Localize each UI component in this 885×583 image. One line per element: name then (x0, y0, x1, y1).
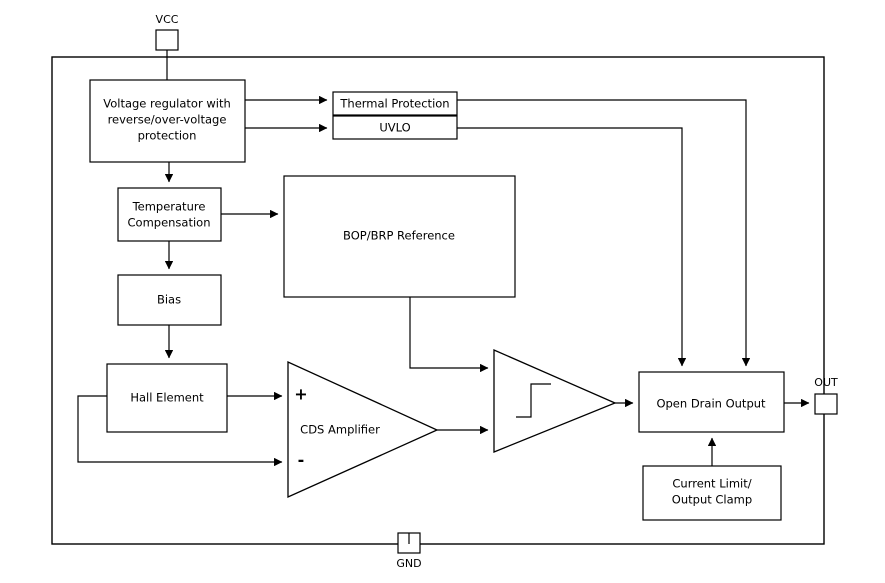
thermal-protection-label: Thermal Protection (340, 96, 450, 111)
cds-amplifier-label: CDS Amplifier (300, 422, 380, 437)
vcc-pad (156, 30, 178, 50)
temperature-compensation-label-line1: Temperature (132, 199, 206, 214)
cds-amplifier-positive-input-label: + (294, 384, 308, 404)
voltage-regulator-label-line3: protection (137, 128, 197, 143)
open-drain-output-label: Open Drain Output (656, 396, 766, 411)
uvlo-label: UVLO (379, 120, 411, 135)
voltage-regulator-label-line2: reverse/over-voltage (107, 112, 227, 127)
temperature-compensation-label-line2: Compensation (127, 215, 211, 230)
temperature-compensation-block (118, 188, 221, 241)
vcc-pin-label: VCC (155, 13, 179, 26)
cds-amplifier-negative-input-label: - (297, 450, 305, 470)
gnd-pin-label: GND (396, 557, 422, 570)
out-pin-label: OUT (814, 376, 838, 389)
bop-brp-reference-label: BOP/BRP Reference (343, 228, 455, 243)
hall-element-label: Hall Element (130, 390, 204, 405)
current-limit-label-line2: Output Clamp (671, 492, 753, 507)
wire-reference-to-schmitt (410, 297, 488, 368)
current-limit-label-line1: Current Limit/ (672, 476, 752, 491)
voltage-regulator-label-line1: Voltage regulator with (103, 96, 231, 111)
out-pad (815, 394, 837, 414)
bias-label: Bias (156, 292, 182, 307)
schmitt-trigger-block (494, 350, 615, 452)
